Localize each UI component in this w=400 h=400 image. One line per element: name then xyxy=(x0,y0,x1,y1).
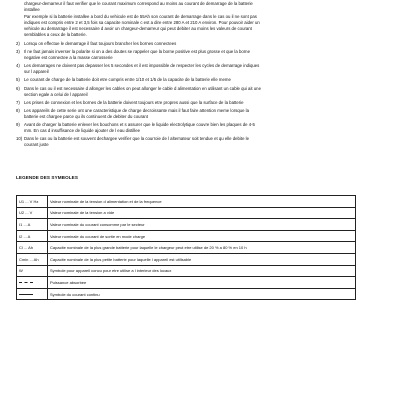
example-line: semblables a ceux de la batterie. xyxy=(24,32,87,38)
legend-description: Valeur nominale du courant consomme par le secteur xyxy=(48,219,356,231)
item-text: Avant de charger la batterie enlever les bouchons et s assurer que le liquide electrolytique couvre bien les plaques de 4-5 xyxy=(24,122,255,128)
table-row xyxy=(17,265,356,277)
legend-title: LEGENDE DES SYMBOLES xyxy=(16,175,78,180)
list-item xyxy=(16,86,388,98)
legend-symbol: Cl ... Ah xyxy=(17,242,48,254)
item-text: Il ne faut jamais inverser la polarite si on a des doutes se rappeler que la borne positive est plus grosse et que la borne xyxy=(24,49,250,55)
legend-table xyxy=(16,195,356,300)
item-number: 3) xyxy=(16,49,20,55)
item-number: 9) xyxy=(16,122,20,128)
table-row xyxy=(17,230,356,242)
intro-line-1: chargeur-demarreur il faut verifier que le courant maximum correspond au moins au courant de demarrage de la batterie xyxy=(24,1,253,6)
item-text: Dans le cas ou il est necessaire d allonger les cables on peut allonger le cable d alimentation en utilisant un cable qui ait une xyxy=(24,85,261,91)
legend-symbol: U1 ... V Hz xyxy=(17,196,48,208)
item-text: Dans le cas ou la batterie est souvent dechargee verifier que la courroie de l alternateur soit tendue et qu elle debite le xyxy=(24,136,250,142)
legend-symbol: I2 ... A xyxy=(17,230,48,242)
item-text: Les appareils de cette serie ont une caracteristique de charge decroissante mais il faut faire attention meme lorsque la xyxy=(24,107,249,113)
table-row xyxy=(17,242,356,254)
item-number: 6) xyxy=(16,85,20,91)
item-text: Les prises de connexion et les bornes de la batterie doivent toujours etre propres aussi que la surface de la batterie xyxy=(24,99,244,105)
example-paragraph xyxy=(24,14,388,38)
item-text: Lorsqu on effectue le demarrage il faut toujours brancher les bornes connectees xyxy=(24,41,177,46)
list-item xyxy=(16,100,388,106)
legend-description: Symbole du courant continu xyxy=(48,288,356,300)
instructions-list xyxy=(16,41,388,148)
list-item xyxy=(16,63,388,75)
legend-symbol: W xyxy=(17,265,48,277)
item-number: 8) xyxy=(16,107,20,113)
table-row xyxy=(17,277,356,289)
legend-description: Valeur nominale de la tension a vide xyxy=(48,207,356,219)
item-text: batterie est chargee parce qu ils continuent de debiter du courant xyxy=(24,113,148,119)
table-row xyxy=(17,207,356,219)
item-text: mm. En cas d insuffisance de liquide ajouter de l eau distillee xyxy=(24,128,141,134)
continuous-line-icon xyxy=(19,294,33,295)
list-item xyxy=(16,108,388,120)
item-number: 5) xyxy=(16,77,20,83)
legend-symbol-line xyxy=(17,288,48,300)
list-item xyxy=(16,49,388,61)
item-text: courant juste xyxy=(24,142,49,148)
legend-description: Capacite nominale de la plus grande batterie pour laquelle le chargeur peut etre utilise de 20 % a 80 % en 10 h xyxy=(48,242,356,254)
item-number: 7) xyxy=(16,99,20,105)
legend-symbol: Cmin ... Ah xyxy=(17,253,48,265)
dc-dashed-line-icon xyxy=(19,282,33,283)
list-item xyxy=(16,41,388,47)
legend-description: Capacite nominale de la plus petite batterie pour laquelle l appareil est utilisable xyxy=(48,253,356,265)
item-text: Le courant de charge de la batterie doit etre compris entre 1/10 et 1/5 de la capacite de la batterie elle meme xyxy=(24,77,231,83)
list-item xyxy=(16,136,388,148)
list-item xyxy=(16,122,388,134)
legend-symbol-dc xyxy=(17,277,48,289)
legend-description: Puissance absorbee xyxy=(48,277,356,289)
legend-description: Valeur nominale du courant de sortie en mode charge xyxy=(48,230,356,242)
example-line: vehicule au demarrage il est necessaire d avoir un chargeur-demarreur qui peut debiter au moins les valeurs de courant xyxy=(24,26,252,32)
item-text: section egale a celui de l appareil xyxy=(24,91,88,97)
item-text: Les demarrages ne doivent pas depasser les 5 secondes et il est impossible de respecter les cycles de demarrage indiques xyxy=(24,63,260,69)
item-text: negative est connectee a la masse carrosserie xyxy=(24,55,113,61)
example-line: indiques est compris entre 2 et 3,5 fois sa capacite nominale c est a dire entre 280 A et 210 A environ. Pour pouvoir aider un xyxy=(24,20,260,26)
legend-symbol: I1 ... A xyxy=(17,219,48,231)
item-number: 4) xyxy=(16,63,20,69)
item-number: 2) xyxy=(16,41,20,46)
table-row xyxy=(17,253,356,265)
legend-description: Valeur nominale de la tension d alimentation et de la frequence xyxy=(48,196,356,208)
legend-symbol: U2 ... V xyxy=(17,207,48,219)
intro-line-2: installee xyxy=(24,7,40,12)
table-row xyxy=(17,219,356,231)
item-number: 10) xyxy=(16,136,23,142)
list-item xyxy=(16,77,388,83)
item-text: sur l appareil xyxy=(24,69,49,75)
table-row xyxy=(17,196,356,208)
legend-description: Symbole pour appareil concu pour etre utilise a l interieur des locaux xyxy=(48,265,356,277)
example-line: Par exemple si la batterie installee a bord du vehicule est de 55Ah son courant de demarrage dans le cas ou il ne sont pas xyxy=(24,14,257,19)
table-row xyxy=(17,288,356,300)
